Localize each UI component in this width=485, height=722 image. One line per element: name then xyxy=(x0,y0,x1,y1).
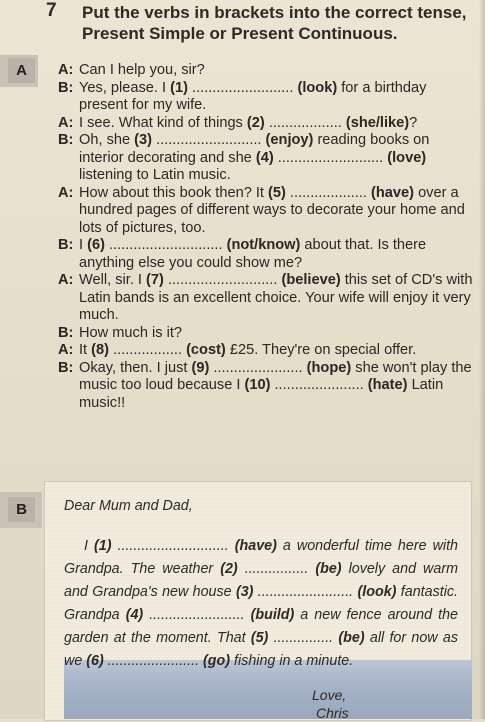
page-edge-shadow xyxy=(479,0,485,719)
answer-blank[interactable]: ............... xyxy=(268,630,339,646)
blank-number: (5) xyxy=(268,184,286,201)
line-text: It (8) ................. (cost) £25. They're on special offer. xyxy=(79,342,417,358)
line-text: Yes, please. I (1) ......................... (look) for a birthday present for my wife. xyxy=(79,79,427,113)
speaker: B: xyxy=(58,79,74,96)
answer-blank[interactable]: ............................ xyxy=(111,538,235,554)
verb-prompt: (look) xyxy=(297,79,338,96)
answer-blank[interactable]: ...................... xyxy=(270,377,364,393)
dialogue-line xyxy=(58,185,475,238)
dialogue-line xyxy=(58,237,475,272)
speaker: B: xyxy=(58,359,74,376)
blank-number: (10) xyxy=(244,377,271,393)
verb-prompt: (believe) xyxy=(281,272,341,288)
blank-number: (1) xyxy=(170,79,188,96)
speaker: A: xyxy=(58,114,74,131)
verb-prompt: (hope) xyxy=(306,359,352,376)
answer-blank[interactable]: ................. xyxy=(109,342,187,358)
letter-signoff xyxy=(312,686,349,722)
dialogue-line xyxy=(58,132,475,185)
exercise-number: 7 xyxy=(46,0,57,21)
speaker: B: xyxy=(58,237,74,253)
blank-number: (8) xyxy=(91,342,110,358)
answer-blank[interactable]: .......................... xyxy=(152,132,266,148)
blank-number: (3) xyxy=(134,132,153,148)
blank-number: (2) xyxy=(246,114,265,131)
blank-number: (6) xyxy=(87,237,105,253)
letter-greeting: Dear Mum and Dad, xyxy=(64,498,193,514)
line-text: I (6) ............................ (not/know) about that. Is there anything else you could show me? xyxy=(79,237,427,271)
verb-prompt: (go) xyxy=(203,653,231,669)
verb-prompt: (not/know) xyxy=(226,237,301,253)
dialogue-line xyxy=(58,272,475,325)
answer-blank[interactable]: .......................... xyxy=(273,149,384,166)
dialogue-line xyxy=(58,342,475,360)
verb-prompt: (she/like) xyxy=(345,114,410,131)
letter-text xyxy=(64,495,458,673)
letter-paragraph: I (1) ............................ (have) a wonderful time here with Grandpa. The weather (2) ................ (be) lovely and warm and Grandpa's new house (3) ........................ (look) fantastic. Grandpa (4) ........................ (build) a new fence around the garden at the moment. That (5) ............... (be) all for now as we (6) ....................... (go) fishing in a minute. xyxy=(64,538,459,669)
section-b-label: B xyxy=(8,497,35,522)
speaker: A: xyxy=(58,62,74,78)
answer-blank[interactable]: ................ xyxy=(237,561,316,577)
exercise-instructions: Put the verbs in brackets into the correct tense, Present Simple or Present Continuous. xyxy=(82,3,467,43)
line-text: I see. What kind of things (2) .................. (she/like)? xyxy=(79,114,418,131)
dialogue-line xyxy=(58,62,475,80)
dialogue-line xyxy=(58,80,475,115)
dialogue-line xyxy=(58,115,475,133)
signoff-text: Love, xyxy=(312,687,347,703)
speaker: B: xyxy=(58,324,74,341)
answer-blank[interactable]: ......................... xyxy=(187,79,298,96)
line-text: Oh, she (3) .......................... (enjoy) reading books on interior decorating and she (4) .......................... (love) listening to Latin music. xyxy=(79,132,430,183)
verb-prompt: (cost) xyxy=(186,342,226,358)
dialogue-line xyxy=(58,325,475,343)
blank-number: (4) xyxy=(255,149,274,166)
blank-number: (3) xyxy=(235,584,254,600)
answer-blank[interactable]: ........................... xyxy=(163,272,282,288)
answer-blank[interactable]: .................. xyxy=(264,114,346,131)
blank-number: (5) xyxy=(250,630,269,646)
verb-prompt: (be) xyxy=(338,630,365,646)
verb-prompt: (be) xyxy=(315,561,342,577)
blank-number: (2) xyxy=(220,561,238,577)
verb-prompt: (look) xyxy=(357,584,397,600)
signature: Chris xyxy=(316,705,349,721)
dialogue xyxy=(58,62,475,412)
answer-blank[interactable]: ...................... xyxy=(209,359,307,376)
blank-number: (6) xyxy=(86,653,104,669)
blank-number: (9) xyxy=(191,359,210,376)
answer-blank[interactable]: ............................ xyxy=(104,237,227,253)
answer-blank[interactable]: ....................... xyxy=(103,653,204,669)
verb-prompt: (have) xyxy=(371,184,415,201)
line-text: Okay, then. I just (9) ...................... (hope) she won't play the music too loud because I (10) ...................... (hate) Latin music!! xyxy=(79,359,472,411)
verb-prompt: (hate) xyxy=(367,377,408,393)
dialogue-line xyxy=(58,360,475,413)
section-a-label: A xyxy=(8,58,35,83)
speaker: B: xyxy=(58,132,74,148)
speaker: A: xyxy=(58,342,74,358)
blank-number: (7) xyxy=(146,272,164,288)
line-text: Well, sir. I (7) ........................... (believe) this set of CD's with Latin bands is an excellent choice. Your wife will enjoy it very much. xyxy=(79,272,473,323)
blank-number: (4) xyxy=(125,607,144,623)
answer-blank[interactable]: ........................ xyxy=(253,584,358,600)
verb-prompt: (have) xyxy=(234,538,277,554)
answer-blank[interactable]: ................... xyxy=(285,184,367,201)
line-text: Can I help you, sir? xyxy=(79,62,205,78)
verb-prompt: (build) xyxy=(250,607,295,623)
verb-prompt: (love) xyxy=(387,149,427,166)
speaker: A: xyxy=(58,184,74,201)
speaker: A: xyxy=(58,272,74,288)
answer-blank[interactable]: ........................ xyxy=(143,607,251,623)
blank-number: (1) xyxy=(94,538,112,554)
line-text: How about this book then? It (5) ................... (have) over a hundred pages of different ways to decorate your home and lots of pictures, too. xyxy=(79,184,465,236)
verb-prompt: (enjoy) xyxy=(265,132,314,148)
line-text: How much is it? xyxy=(79,324,182,341)
